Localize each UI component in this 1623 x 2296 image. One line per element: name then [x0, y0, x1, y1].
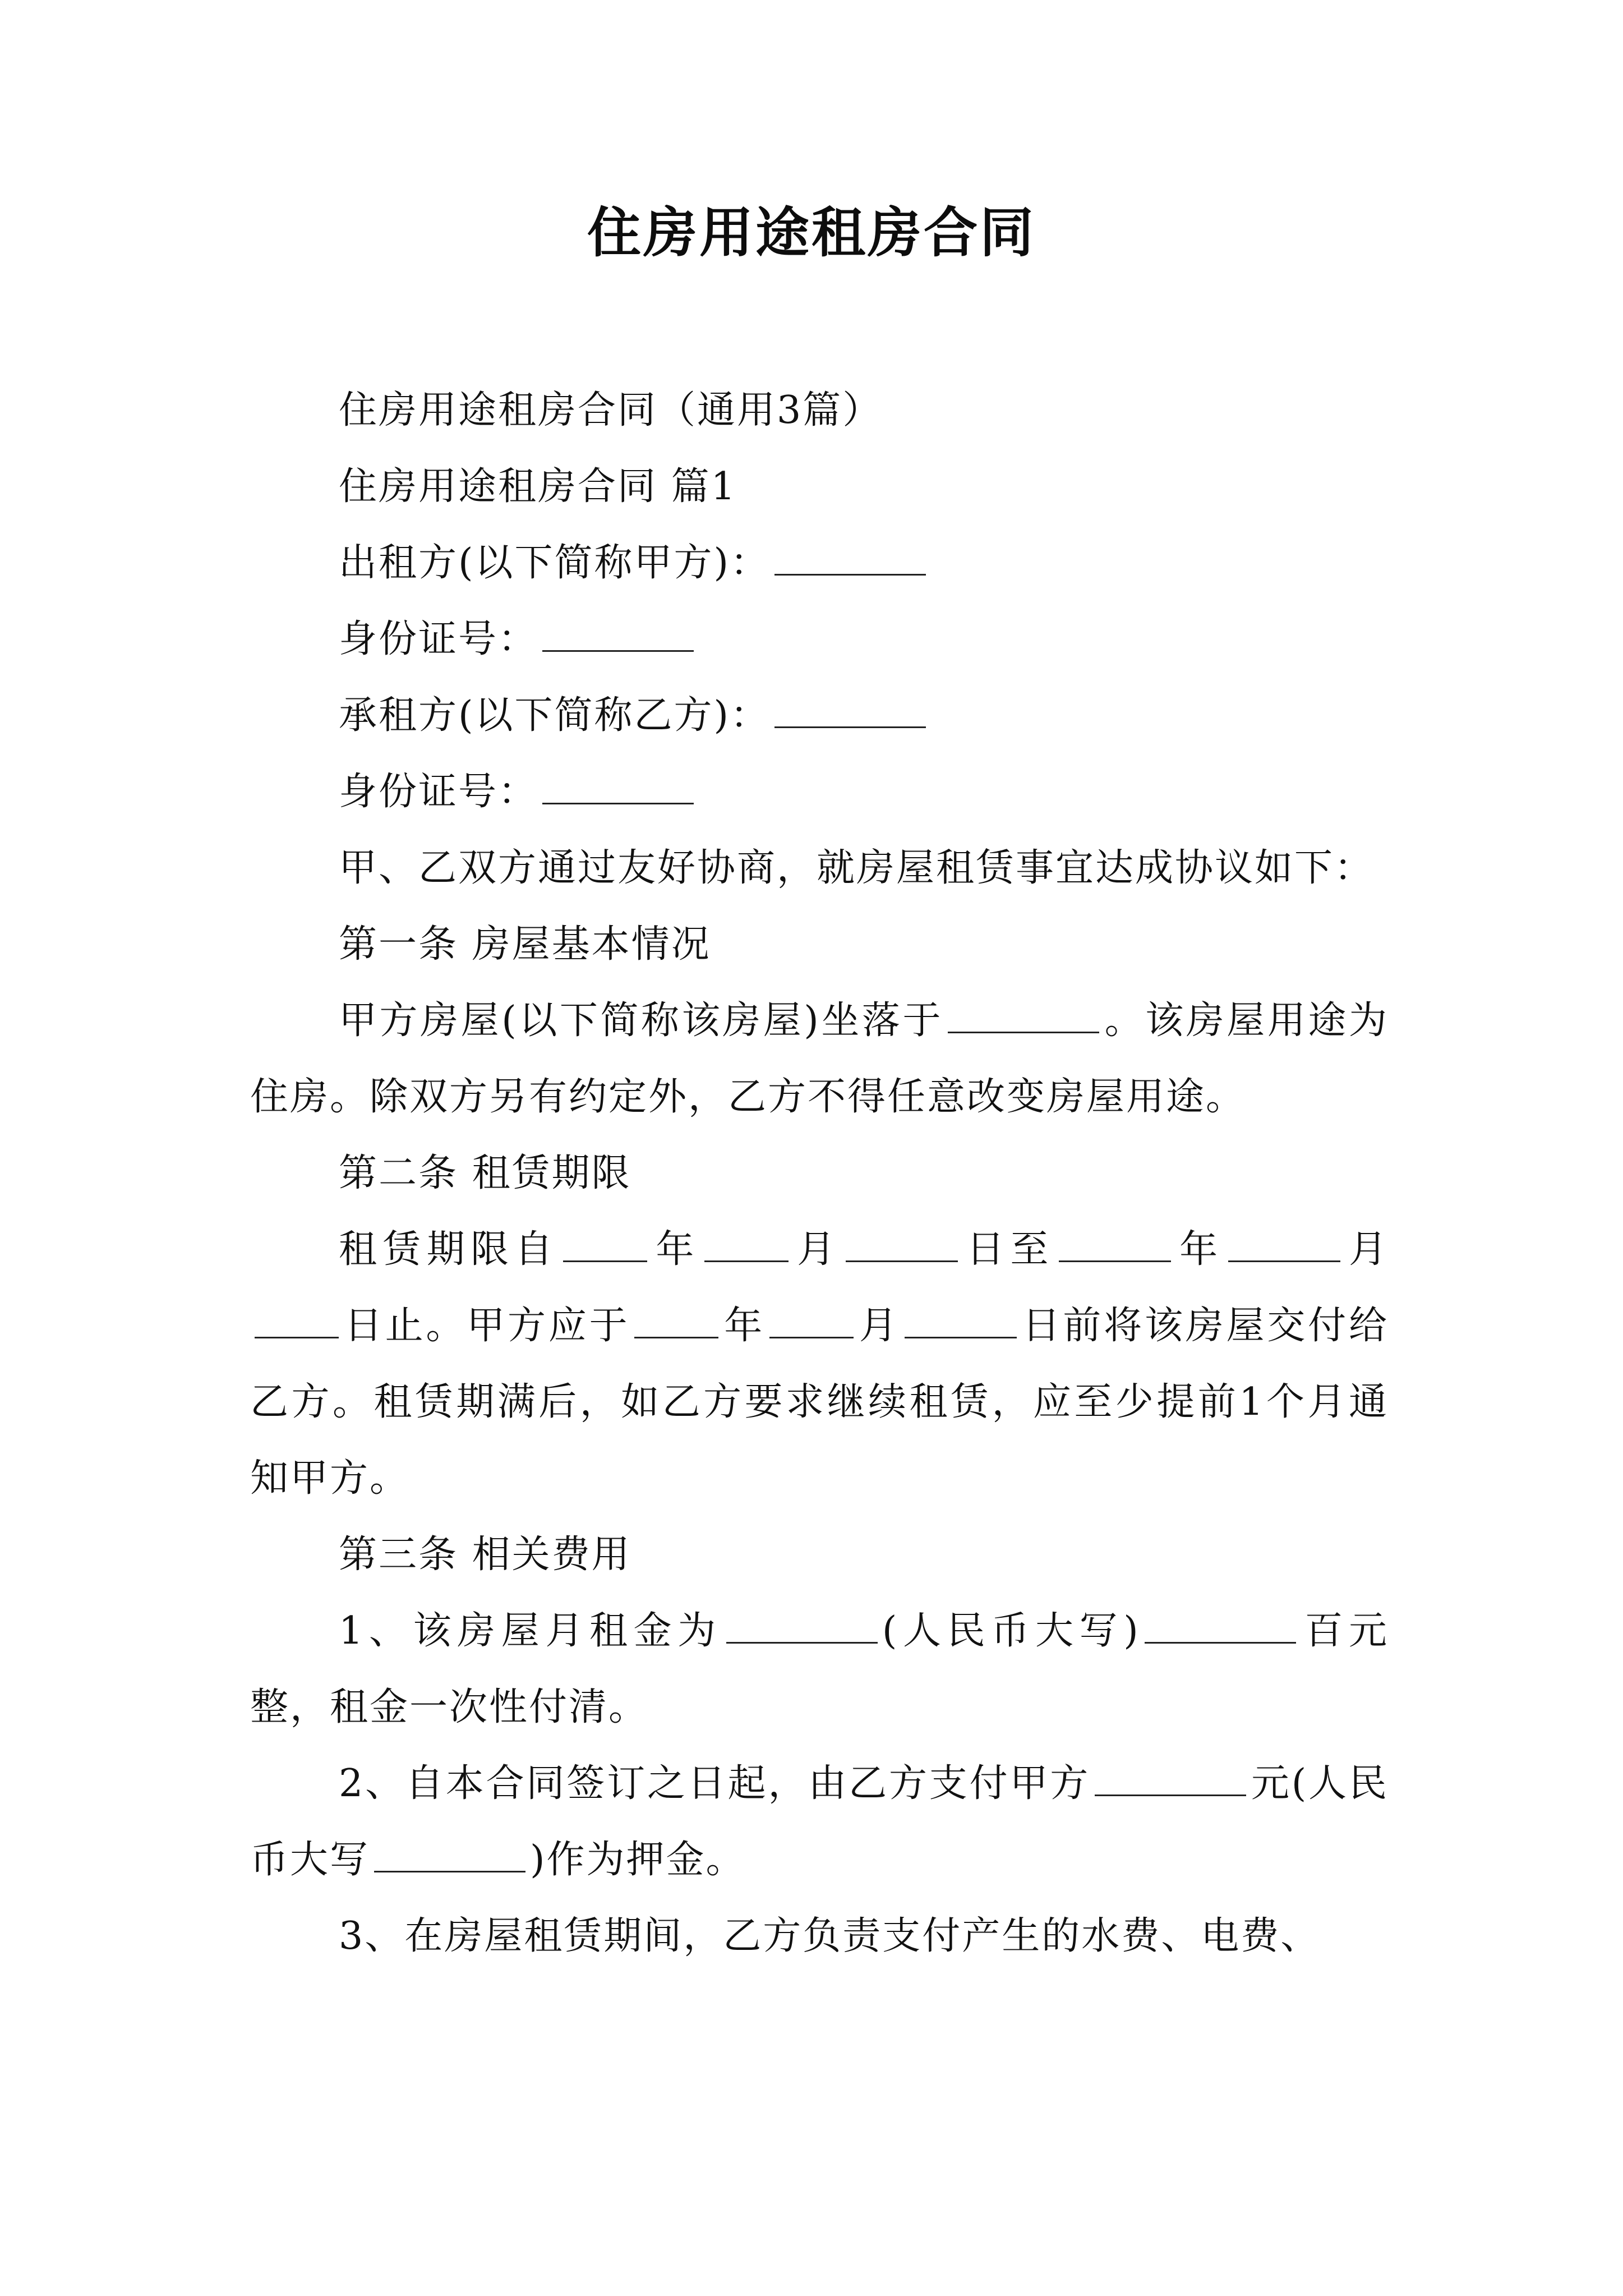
end-month-blank [1228, 1231, 1340, 1262]
fee-item-3: 3、在房屋租赁期间，乙方负责支付产生的水费、电费、 [339, 1914, 1321, 1958]
article2-part-5: 年 [1175, 1227, 1224, 1272]
handover-month-blank [769, 1308, 854, 1338]
lessee-blank [774, 697, 926, 728]
start-year-blank [563, 1231, 647, 1262]
lessee-line [250, 678, 1389, 754]
fee-item-1 [250, 1593, 1389, 1746]
article2-part-2: 年 [651, 1227, 700, 1272]
lessee-id-line [250, 754, 1389, 830]
article2-part-7: 日止。甲方应于 [343, 1304, 630, 1348]
handover-year-blank [634, 1308, 718, 1338]
deposit-uppercase-blank [374, 1842, 525, 1872]
article3-title: 第三条 相关费用 [339, 1533, 631, 1577]
end-year-blank [1059, 1231, 1171, 1262]
start-month-blank [704, 1231, 789, 1262]
section-heading: 住房用途租房合同 篇1 [339, 464, 737, 509]
article1-title: 第一条 房屋基本情况 [339, 922, 711, 967]
article2-part-10: 日前将该房屋交付给乙方。租赁期满后，如乙方要求继续租赁，应至少提前1个月通知甲方。 [250, 1304, 1389, 1501]
article2-text [250, 1212, 1389, 1517]
article2-part-9: 月 [858, 1304, 900, 1348]
article1-text [250, 983, 1389, 1135]
lessor-label: 出租方(以下简称甲方)： [339, 541, 771, 585]
lessee-id-label: 身份证号： [339, 770, 538, 814]
lessor-line [250, 525, 1389, 601]
document-body [250, 372, 1389, 1975]
fee1-part-a: 1、该房屋月租金为 [339, 1609, 722, 1653]
lessor-id-label: 身份证号： [339, 617, 538, 661]
rent-uppercase-blank [1145, 1613, 1296, 1644]
deposit-blank [1095, 1765, 1246, 1796]
subtitle: 住房用途租房合同（通用3篇） [339, 388, 883, 432]
lessor-id-blank [542, 621, 694, 652]
article1-text-b: 。该房屋用途为住房。除双方另有约定外，乙方不得任意改变房屋用途。 [250, 999, 1389, 1119]
document-title: 住房用途租房合同 [587, 201, 1036, 264]
article2-part-3: 月 [792, 1227, 841, 1272]
monthly-rent-blank [726, 1613, 878, 1644]
handover-day-blank [905, 1308, 1017, 1338]
fee-item-2 [250, 1746, 1389, 1898]
end-day-blank [255, 1308, 339, 1338]
preamble: 甲、乙双方通过友好协商，就房屋租赁事宜达成协议如下： [339, 846, 1375, 890]
article2-part-8: 年 [723, 1304, 766, 1348]
fee2-part-a: 2、自本合同签订之日起，由乙方支付甲方 [339, 1761, 1091, 1806]
article1-text-a: 甲方房屋(以下简称该房屋)坐落于 [339, 999, 944, 1043]
article2-title: 第二条 租赁期限 [339, 1151, 631, 1195]
start-day-blank [846, 1231, 958, 1262]
fee2-part-b: 元(人民币大写 [250, 1761, 1389, 1882]
fee2-part-c: )作为押金。 [530, 1838, 746, 1882]
article2-part-4: 日至 [962, 1227, 1054, 1272]
fee1-part-c: 百元整，租金一次性付清。 [250, 1609, 1389, 1729]
article2-part-1: 租赁期限自 [339, 1227, 559, 1272]
lessor-id-line [250, 601, 1389, 678]
lessee-id-blank [542, 774, 694, 804]
lessee-label: 承租方(以下简称乙方)： [339, 693, 771, 738]
address-blank [948, 1002, 1099, 1033]
fee1-part-b: (人民币大写) [882, 1609, 1140, 1653]
lessor-blank [774, 545, 926, 576]
article2-part-6: 月 [1344, 1227, 1389, 1272]
